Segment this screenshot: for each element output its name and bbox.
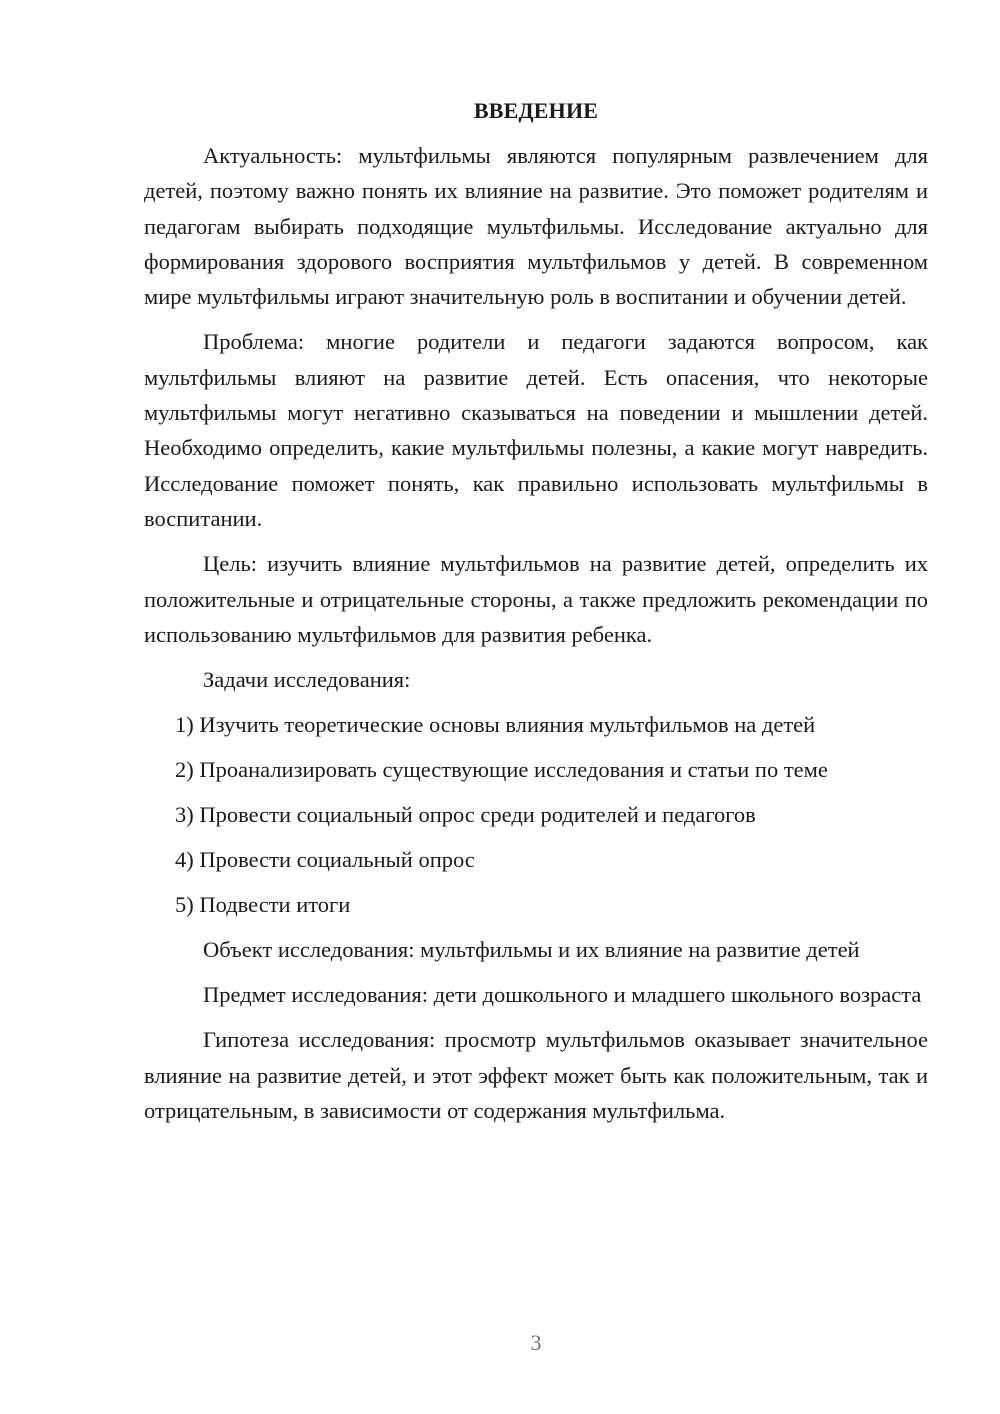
task-item: 3) Провести социальный опрос среди родителей и педагогов bbox=[175, 802, 756, 828]
page-number: 3 bbox=[530, 1330, 542, 1355]
paragraph-problem: Проблема: многие родители и педагоги задаются вопросом, как мультфильмы влияют на развитие детей. Есть опасения, что некоторые мультфильмы могут негативно сказываться на поведении и мышлении детей. Необходимо определить, какие мультфильмы полезны, а какие могут навредить. Исследование поможет понять, как правильно использовать мультфильмы в воспитании. bbox=[144, 329, 928, 531]
task-item: 4) Провести социальный опрос bbox=[175, 847, 475, 873]
paragraph-goal: Цель: изучить влияние мультфильмов на развитие детей, определить их положительные и отрицательные стороны, а также предложить рекомендации по использованию мультфильмов для развития ребенка. bbox=[144, 551, 928, 647]
paragraph-object: Объект исследования: мультфильмы и их влияние на развитие детей bbox=[203, 937, 860, 963]
document-body bbox=[144, 94, 928, 1138]
paragraph-subject: Предмет исследования: дети дошкольного и младшего школьного возраста bbox=[203, 982, 922, 1008]
task-item: 1) Изучить теоретические основы влияния мультфильмов на детей bbox=[175, 712, 816, 738]
paragraph-hypothesis: Гипотеза исследования: просмотр мультфильмов оказывает значительное влияние на развитие детей, и этот эффект может быть как положительным, так и отрицательным, в зависимости от содержания мультфильма. bbox=[144, 1027, 928, 1124]
paragraph-relevance: Актуальность: мультфильмы являются популярным развлечением для детей, поэтому важно понять их влияние на развитие. Это поможет родителям и педагогам выбирать подходящие мультфильмы. Исследование актуально для формирования здорового восприятия мультфильмов у детей. В современном мире мультфильмы играют значительную роль в воспитании и обучении детей. bbox=[144, 143, 928, 310]
task-item: 5) Подвести итоги bbox=[175, 892, 351, 918]
page-title: ВВЕДЕНИЕ bbox=[473, 98, 599, 123]
task-item: 2) Проанализировать существующие исследования и статьи по теме bbox=[175, 757, 828, 783]
tasks-heading: Задачи исследования: bbox=[203, 667, 411, 693]
